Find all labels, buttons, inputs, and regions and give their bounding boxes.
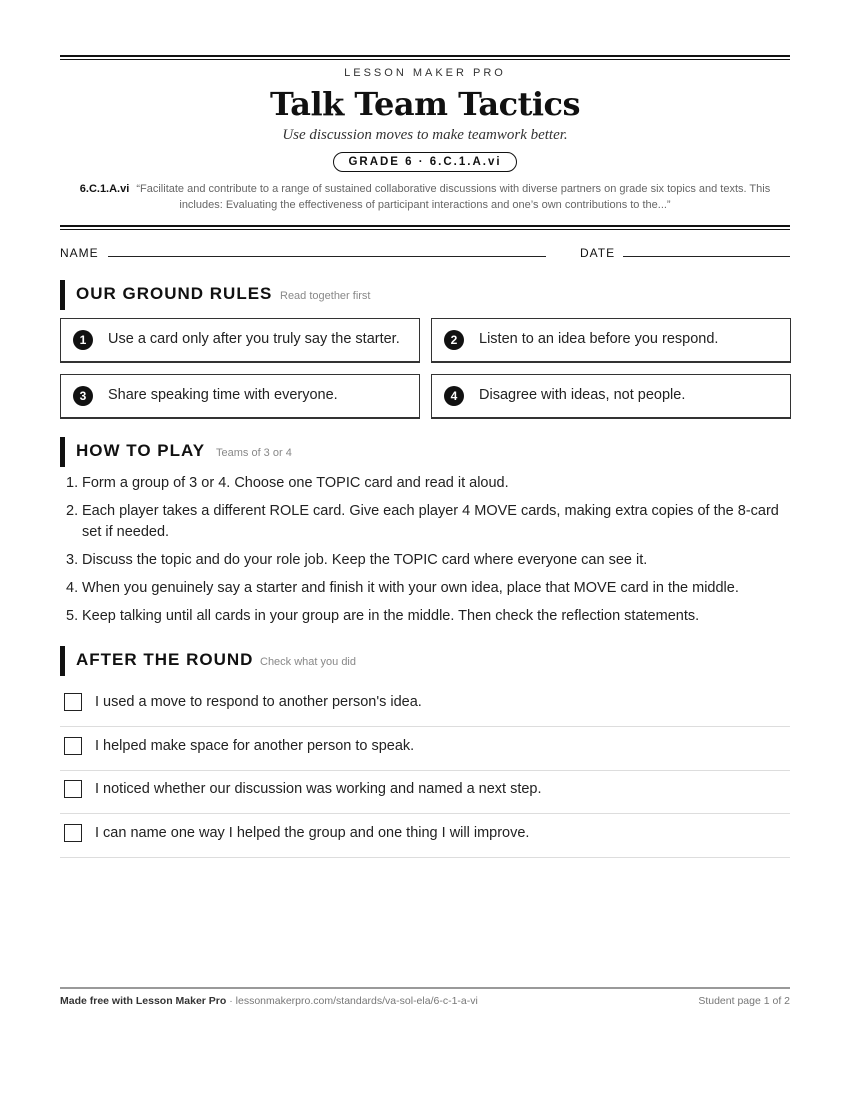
footer-credit <box>60 995 478 1007</box>
step-text: Each player takes a different ROLE card. Give each player 4 MOVE cards, making extra copies of the 8-card set if needed. <box>82 503 779 540</box>
reflection-checkbox[interactable] <box>64 780 82 798</box>
worksheet-page <box>60 0 790 1100</box>
rule-text: Share speaking time with everyone. <box>108 387 338 403</box>
footer-rule <box>60 987 790 989</box>
ground-rule-card <box>431 318 791 363</box>
section-marker <box>60 646 65 676</box>
reflection-text: I helped make space for another person to speak. <box>95 738 415 754</box>
footer-separator: · <box>226 995 236 1007</box>
grade-badge: GRADE 6 · 6.C.1.A.vi <box>333 152 516 172</box>
ground-rule-card <box>431 374 791 419</box>
standard-description <box>60 181 790 213</box>
footer-made-with: Made free with Lesson Maker Pro <box>60 995 227 1007</box>
instruction-step <box>60 550 790 571</box>
date-field[interactable] <box>623 256 790 257</box>
reflection-text: I noticed whether our discussion was working and named a next step. <box>95 781 542 797</box>
name-field[interactable] <box>108 256 546 257</box>
instruction-step <box>60 578 790 599</box>
instruction-step <box>60 606 790 627</box>
step-text: Form a group of 3 or 4. Choose one TOPIC card and read it aloud. <box>82 475 509 491</box>
reflection-item <box>60 683 790 727</box>
reflection-item <box>60 770 790 814</box>
reflection-checkbox[interactable] <box>64 824 82 842</box>
reflection-item <box>60 814 790 858</box>
section-note: Check what you did <box>260 656 356 668</box>
page-number: Student page 1 of 2 <box>698 995 790 1007</box>
step-number: 3. <box>66 552 79 568</box>
instruction-list <box>60 473 790 634</box>
how-to-play-heading <box>60 437 790 467</box>
rule-number-badge: 4 <box>444 386 464 406</box>
step-text: Keep talking until all cards in your group are in the middle. Then check the reflection statements. <box>82 608 700 624</box>
section-title: OUR GROUND RULES <box>76 284 273 303</box>
grade-badge-wrapper <box>60 152 790 172</box>
rule-number-badge: 3 <box>73 386 93 406</box>
instruction-step <box>60 501 790 543</box>
instruction-step <box>60 473 790 494</box>
ground-rule-card <box>60 374 420 419</box>
reflection-text: I can name one way I helped the group and one thing I will improve. <box>95 825 530 841</box>
name-label: NAME <box>60 246 99 260</box>
section-title: AFTER THE ROUND <box>76 650 254 669</box>
worksheet-subtitle: Use discussion moves to make teamwork better. <box>282 127 568 143</box>
footer-url[interactable]: lessonmakerpro.com/standards/va-sol-ela/6-c-1-a-vi <box>235 995 478 1007</box>
brand-label: LESSON MAKER PRO <box>344 67 506 79</box>
rule-number-badge: 2 <box>444 330 464 350</box>
name-date-row <box>60 246 790 260</box>
section-marker <box>60 437 65 467</box>
standard-code: 6.C.1.A.vi <box>79 183 130 195</box>
ground-rule-card <box>60 318 420 363</box>
section-note: Teams of 3 or 4 <box>216 447 292 459</box>
section-title: HOW TO PLAY <box>76 441 206 460</box>
rule-number-badge: 1 <box>73 330 93 350</box>
reflection-checkbox[interactable] <box>64 693 82 711</box>
rule-text: Disagree with ideas, not people. <box>479 387 686 403</box>
reflection-text: I used a move to respond to another person's idea. <box>95 694 422 710</box>
step-text: When you genuinely say a starter and finish it with your own idea, place that MOVE card in the middle. <box>82 580 739 596</box>
after-round-heading <box>60 646 790 676</box>
reflection-checkbox[interactable] <box>64 737 82 755</box>
step-text: Discuss the topic and do your role job. Keep the TOPIC card where everyone can see it. <box>82 552 648 568</box>
step-number: 1. <box>66 475 79 491</box>
date-label: DATE <box>580 246 616 260</box>
rule-text: Listen to an idea before you respond. <box>479 331 719 347</box>
header-top-rule <box>60 55 790 57</box>
step-number: 5. <box>66 608 79 624</box>
header-bottom-rule <box>60 225 790 227</box>
standard-text: “Facilitate and contribute to a range of sustained collaborative discussions with diverse partners on grade six topics and texts. This includes: Evaluating the effectiveness of participant interactions and one’s own contributions to the...” <box>136 183 771 211</box>
reflection-item <box>60 727 790 771</box>
section-note: Read together first <box>280 290 371 302</box>
step-number: 2. <box>66 503 79 519</box>
section-marker <box>60 280 65 310</box>
rule-text: Use a card only after you truly say the starter. <box>108 331 400 347</box>
step-number: 4. <box>66 580 79 596</box>
worksheet-title: Talk Team Tactics <box>269 85 581 123</box>
ground-rules-heading <box>60 280 790 310</box>
